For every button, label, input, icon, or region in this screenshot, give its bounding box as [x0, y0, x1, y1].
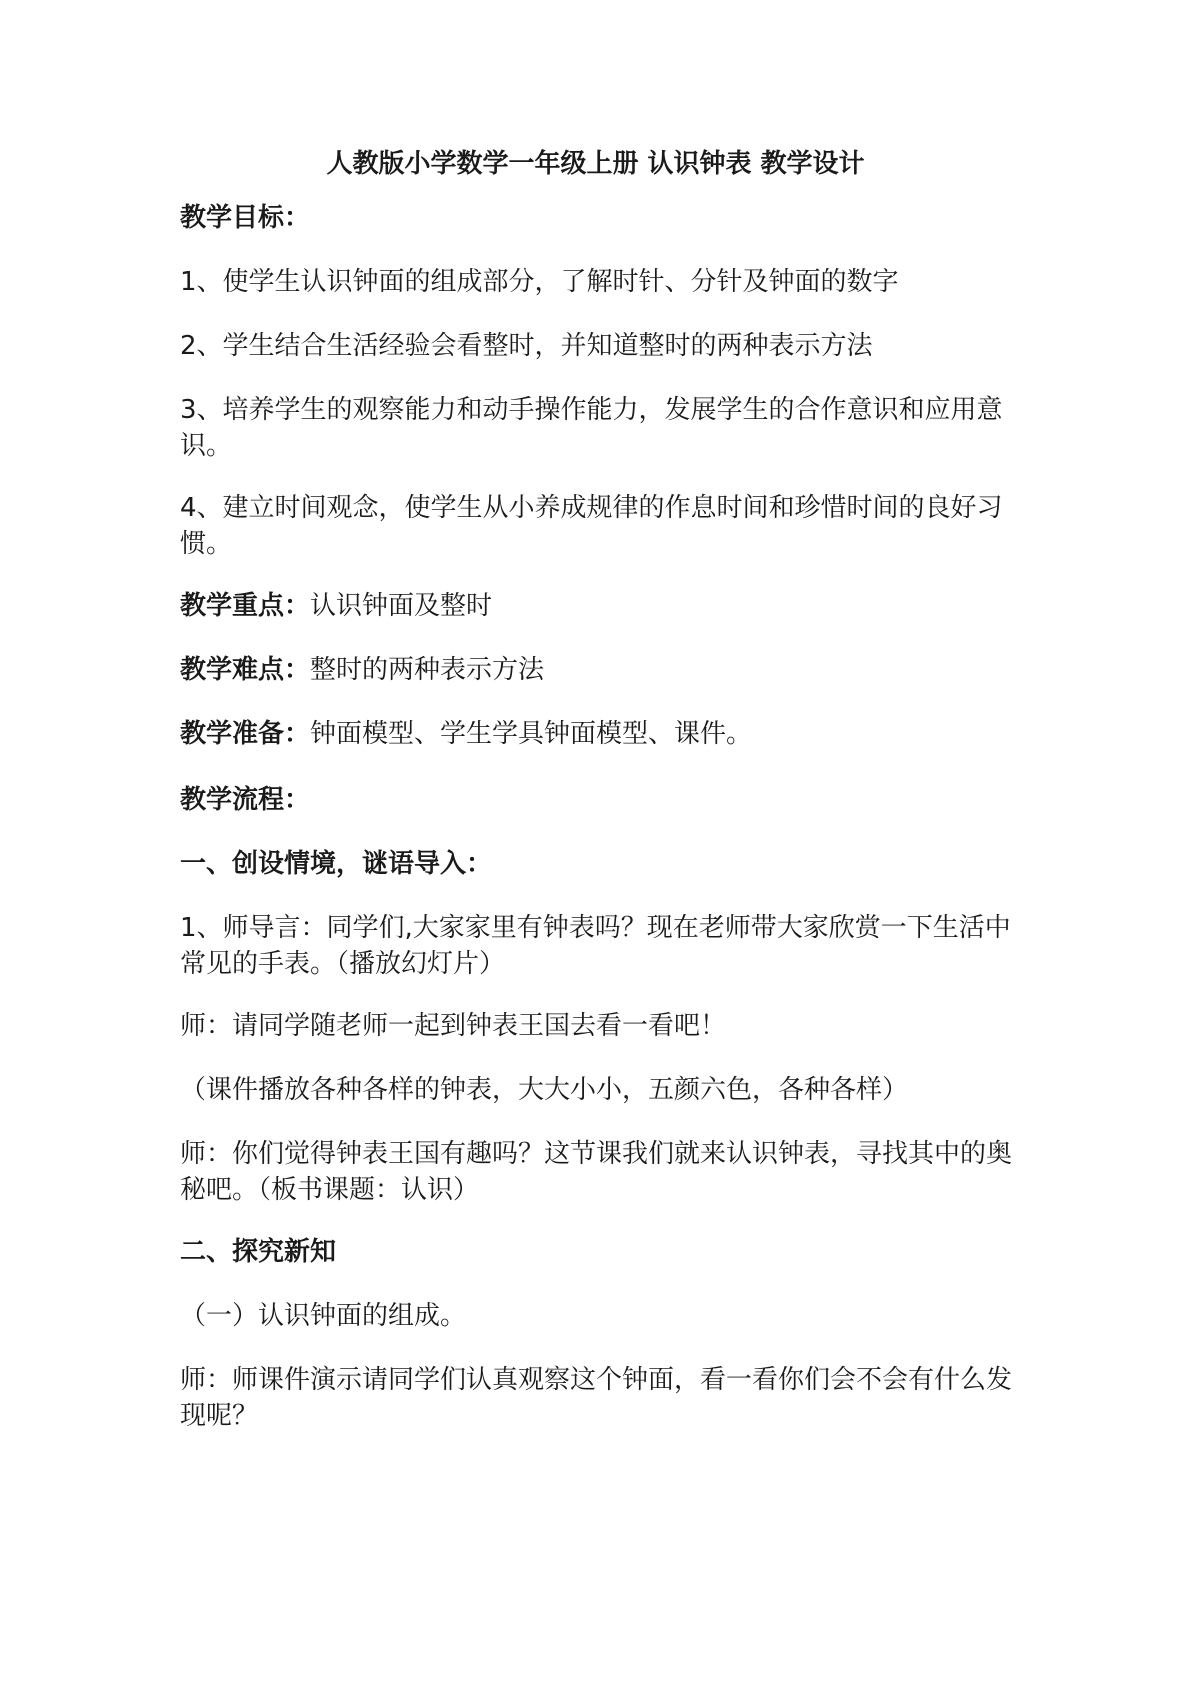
key-point-text: 认识钟面及整时	[310, 591, 493, 621]
section1-paragraph-2: 师：请同学随老师一起到钟表王国去看一看吧！	[180, 1011, 727, 1041]
section1-paragraph-4: 师：你们觉得钟表王国有趣吗？这节课我们就来认识钟表，寻找其中的奥秘吧。（板书课题：认识）	[180, 1139, 1013, 1205]
key-point-line	[180, 588, 1020, 624]
process-heading: 教学流程：	[180, 785, 311, 815]
document-title: 人教版小学数学一年级上册 认识钟表 教学设计	[326, 149, 865, 179]
section1-paragraph-3: （课件播放各种各样的钟表，大大小小，五颜六色，各种各样）	[180, 1075, 909, 1105]
difficulty-text: 整时的两种表示方法	[310, 655, 545, 685]
objective-item-2: 2、学生结合生活经验会看整时，并知道整时的两种表示方法	[180, 331, 873, 361]
section2-heading: 二、探究新知	[180, 1237, 337, 1267]
preparation-line	[180, 716, 1020, 752]
objective-item-3: 3、培养学生的观察能力和动手操作能力，发展学生的合作意识和应用意识。	[180, 395, 1003, 461]
section2-subheading: （一）认识钟面的组成。	[180, 1301, 467, 1331]
section2-paragraph: 师：师课件演示请同学们认真观察这个钟面，看一看你们会不会有什么发现呢？	[180, 1365, 1013, 1431]
preparation-text: 钟面模型、学生学具钟面模型、课件。	[310, 719, 753, 749]
difficulty-line	[180, 652, 1020, 688]
objectives-heading: 教学目标：	[180, 203, 311, 233]
objective-item-4: 4、建立时间观念，使学生从小养成规律的作息时间和珍惜时间的良好习惯。	[180, 493, 1003, 559]
section1-heading: 一、创设情境，谜语导入：	[180, 849, 493, 879]
objective-item-1: 1、使学生认识钟面的组成部分，了解时针、分针及钟面的数字	[180, 267, 899, 297]
preparation-label: 教学准备：	[180, 719, 311, 749]
section1-paragraph-1: 1、师导言：同学们,大家家里有钟表吗？现在老师带大家欣赏一下生活中常见的手表。（播放幻灯片）	[180, 913, 1011, 979]
difficulty-label: 教学难点：	[180, 655, 311, 685]
key-point-label: 教学重点：	[180, 591, 311, 621]
